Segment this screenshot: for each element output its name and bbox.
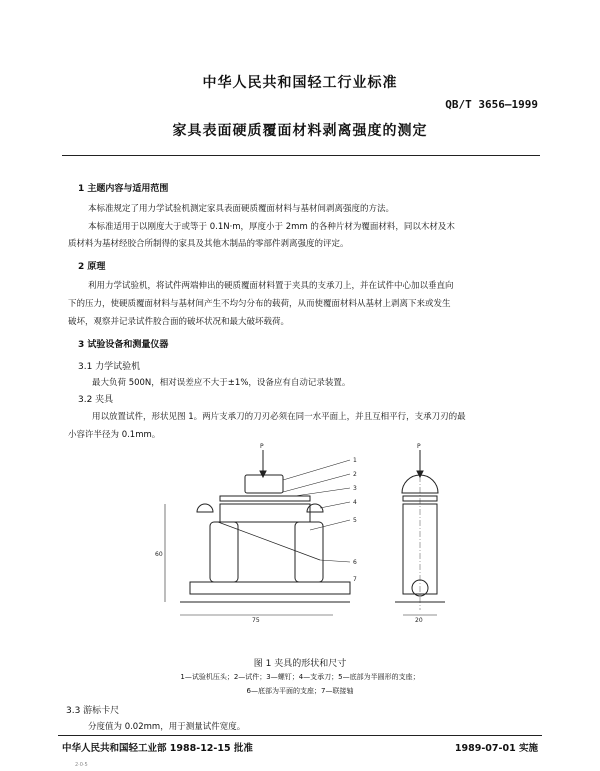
press-head xyxy=(245,475,283,493)
callout-1: 1 xyxy=(353,457,357,464)
section-3-2-text-b: 小容许半径为 0.1mm。 xyxy=(68,430,161,440)
header-rule xyxy=(62,155,540,156)
callout-7: 7 xyxy=(353,576,357,583)
section-3-2-text-a: 用以放置试件，形状见图 1。两片支承刀的刀刃必须在同一水平面上，并且互相平行，支承刀刃的最 xyxy=(92,412,466,422)
left-base-support xyxy=(210,522,238,582)
load-label-side: P xyxy=(417,443,421,450)
section-3-1-text: 最大负荷 500N，相对误差应不大于±1%，设备应有自动记录装置。 xyxy=(92,378,351,388)
effective-date: 1989-07-01 实施 xyxy=(454,743,538,754)
section-3-heading: 3 试验设备和测量仪器 xyxy=(78,340,169,350)
dim-width-label: 75 xyxy=(252,617,260,624)
footer-rule xyxy=(58,735,542,736)
section-2-para-c: 破坏，观察并记录试件胶合面的破坏状况和最大破坏载荷。 xyxy=(68,317,290,327)
callout-6: 6 xyxy=(353,559,357,566)
arrow-head-front xyxy=(260,471,266,477)
section-2-para-b: 下的压力，使硬质覆面材料与基材间产生不均匀分布的载荷，从而使覆面材料从基材上剥离下来或发生 xyxy=(68,299,451,309)
dim-height-label: 60 xyxy=(155,551,163,558)
callout-2: 2 xyxy=(353,471,357,478)
section-2-para-a: 利用力学试验机，将试件两端伸出的硬质覆面材料置于夹具的支承刀上，并在试件中心加以垂直向 xyxy=(88,281,454,291)
callout-5: 5 xyxy=(353,517,357,524)
specimen xyxy=(220,496,310,501)
left-knife-support xyxy=(197,504,213,512)
section-3-1-heading: 3.1 力学试验机 xyxy=(78,362,141,372)
section-3-3-heading: 3.3 游标卡尺 xyxy=(66,706,120,716)
load-label-front: P xyxy=(260,443,264,450)
figure-1-fixture-drawing xyxy=(150,443,450,650)
section-1-para-1: 本标准规定了用力学试验机测定家具表面硬质覆面材料与基材间剥离强度的方法。 xyxy=(88,204,395,214)
section-3-3-text: 分度值为 0.02mm，用于测量试件宽度。 xyxy=(88,722,246,732)
section-3-2-heading: 3.2 夹具 xyxy=(78,395,114,405)
section-1-para-2b: 质材料为基材经胶合所制得的家具及其他木制品的零部件剥离强度的评定。 xyxy=(68,239,349,249)
dim-side-label: 20 xyxy=(415,617,423,624)
section-1-heading: 1 主题内容与适用范围 xyxy=(78,184,169,194)
section-2-heading: 2 原理 xyxy=(78,262,106,272)
standard-organization: 中华人民共和国轻工行业标准 xyxy=(202,75,398,91)
connecting-shaft xyxy=(190,582,350,594)
page-mark: 2·0·5 xyxy=(75,762,88,768)
section-line xyxy=(218,522,320,560)
figure-legend-1: 1—试验机压头；2—试件；3—螺钉；4—支承刀；5—底部为半圆形的支座； xyxy=(180,673,420,681)
callout-4: 4 xyxy=(353,499,357,506)
section-1-para-2a: 本标准适用于以刚度大于或等于 0.1N·m，厚度小于 2mm 的各种片材为覆面材料，同以木材及木 xyxy=(88,222,455,232)
standard-code: QB/T 3656—1999 xyxy=(445,98,538,111)
figure-caption: 图 1 夹具的形状和尺寸 xyxy=(253,659,347,669)
callout-3: 3 xyxy=(353,485,357,492)
support-block xyxy=(220,504,310,522)
document-title: 家具表面硬质覆面材料剥离强度的测定 xyxy=(172,123,428,139)
figure-legend-2: 6—底部为平面的支座；7—联接轴 xyxy=(246,687,354,695)
issuer-approval: 中华人民共和国轻工业部 1988-12-15 批准 xyxy=(62,743,253,754)
